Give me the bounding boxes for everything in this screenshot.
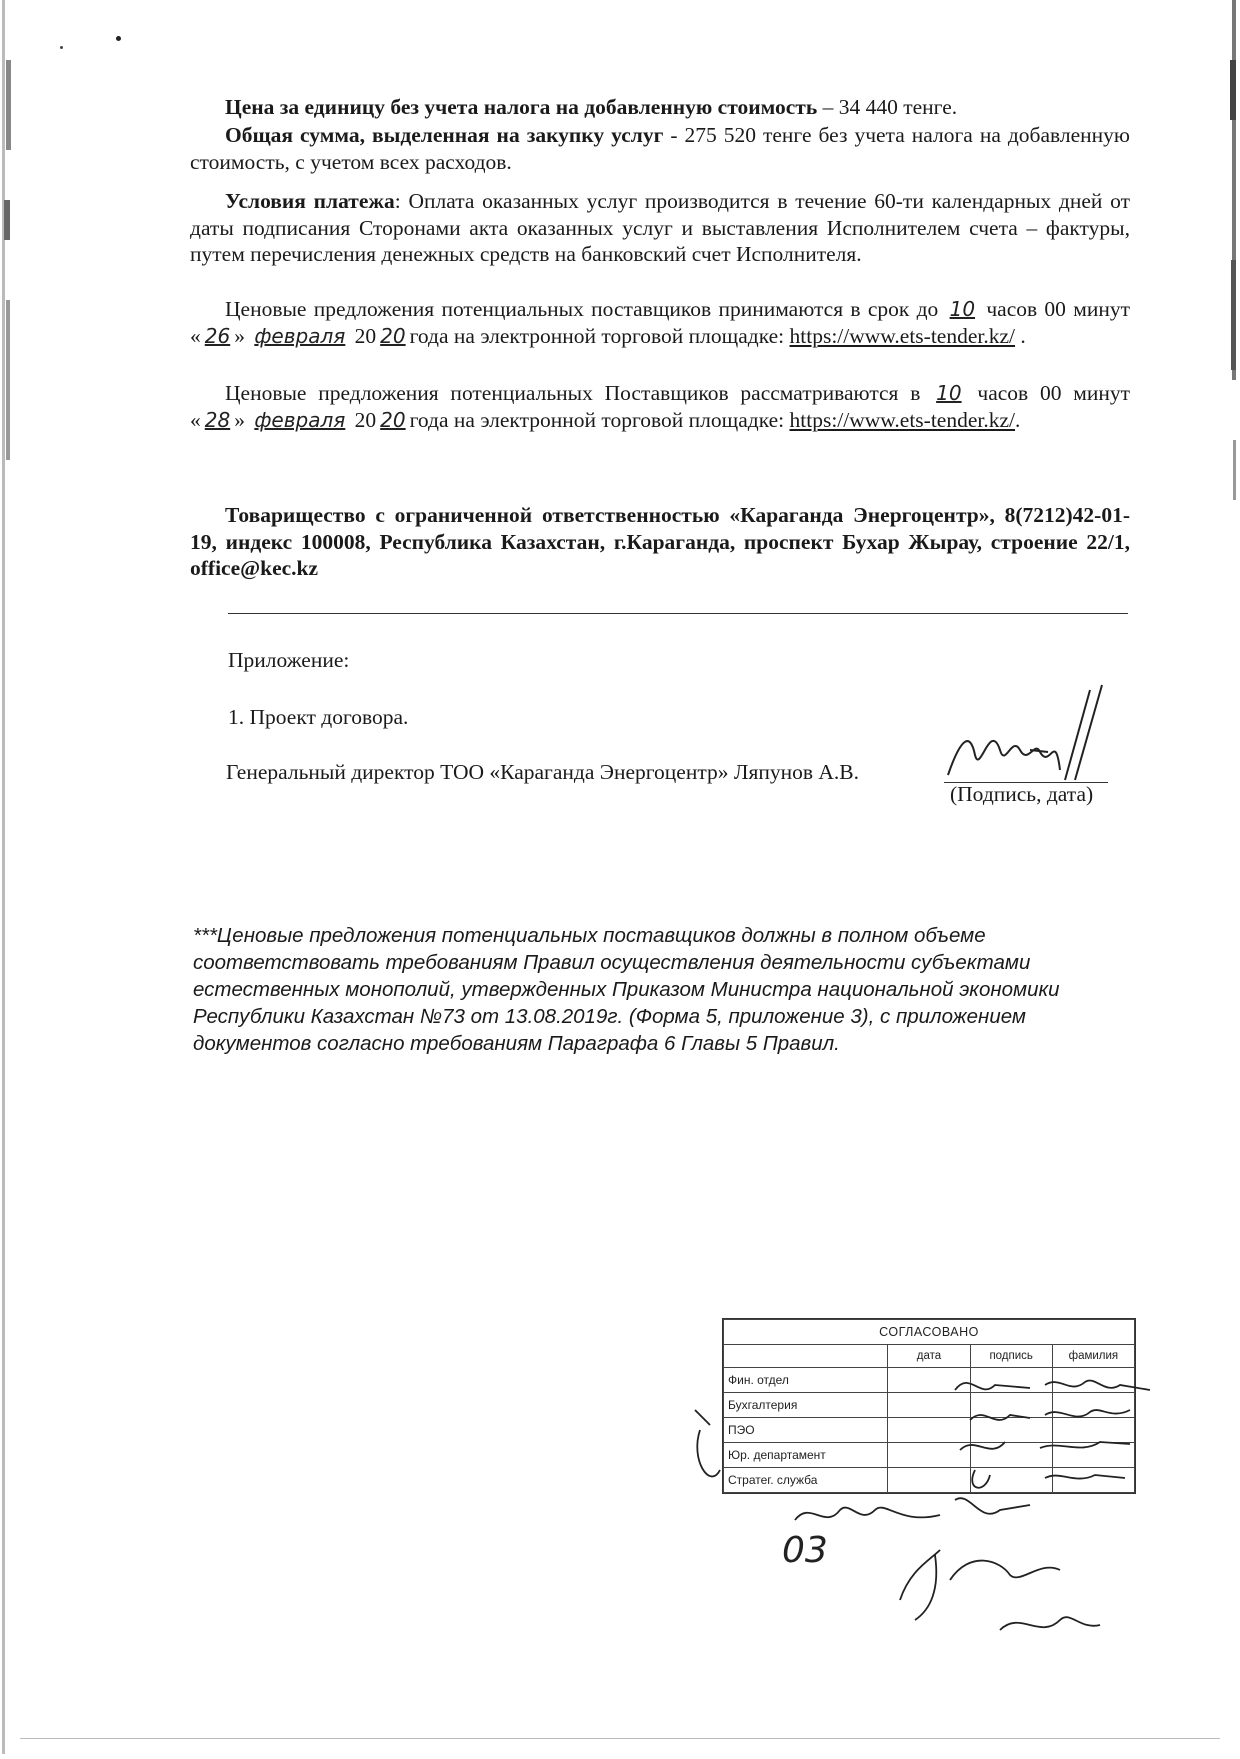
- attachment-item: 1. Проект договора.: [228, 705, 409, 729]
- acceptance-paragraph: [190, 296, 1130, 349]
- approval-row-label: Стратег. служба: [724, 1468, 888, 1493]
- handwritten-day: 26: [204, 323, 231, 348]
- handwritten-year: 20: [380, 407, 406, 432]
- payment-paragraph: [190, 188, 1130, 268]
- total-paragraph: [190, 122, 1130, 175]
- total-label: Общая сумма, выделенная на закупку услуг: [225, 123, 664, 147]
- scan-edge-left: [0, 0, 14, 1754]
- payment-text: : Оплата оказанных услуг производится в течение 60-ти календарных дней от даты подписания Сторонами акта оказанных услуг и выставления Исполнителем счета – фактуры, путем перечисления денежных средств на банковский счет Исполнителя.: [190, 189, 1130, 266]
- approval-row-label: ПЭО: [724, 1418, 888, 1443]
- acceptance-text: часов 00 минут «: [190, 297, 1130, 348]
- ets-tender-link[interactable]: https://www.ets-tender.kz/: [789, 407, 1016, 432]
- handwritten-hour: 10: [936, 381, 962, 405]
- scan-edge-right: [1226, 0, 1240, 1754]
- scan-dot: [60, 46, 63, 49]
- company-details: Товарищество с ограниченной ответственностью «Караганда Энергоцентр», 8(7212)42-01-19, индекс 100008, Республика Казахстан, г.Караганда, проспект Бухар Жырау, строение 22/1, office@kec.kz: [190, 503, 1130, 580]
- acceptance-text: Ценовые предложения потенциальных поставщиков принимаются в срок до: [225, 297, 939, 321]
- review-text: года на электронной торговой площадке:: [409, 407, 785, 432]
- note-text: ***Ценовые предложения потенциальных поставщиков должны в полном объеме соответствовать требованиям Правил осуществления деятельности субъектами естественных монополий, утвержденных Приказом Министра национальной экономики Республики Казахстан №73 от 13.08.2019г. (Форма 5, приложение 3), с приложением документов согласно требованиям Параграфа 6 Главы 5 Правил.: [193, 924, 1060, 1055]
- total-value: - 275 520 тенге без учета налога на добавленную стоимость, с учетом всех расходов.: [190, 123, 1130, 174]
- review-paragraph: [190, 380, 1130, 433]
- review-text: часов 00 минут «: [190, 381, 1130, 432]
- review-text: »: [234, 407, 245, 432]
- acceptance-text: .: [1015, 323, 1026, 348]
- approval-header-date: дата: [888, 1345, 970, 1368]
- review-text: Ценовые предложения потенциальных Поставщиков рассматриваются в: [225, 381, 921, 405]
- handwritten-number: 03: [782, 1530, 828, 1571]
- handwritten-month: февраля: [254, 407, 346, 432]
- handwritten-month: февраля: [254, 323, 346, 348]
- price-paragraph: [190, 94, 1130, 121]
- attachment-label: Приложение:: [228, 648, 350, 672]
- review-text: .: [1015, 407, 1021, 432]
- approval-header-surname: фамилия: [1052, 1345, 1134, 1368]
- bottom-scan-line: [20, 1738, 1220, 1739]
- approval-header-signature: подпись: [970, 1345, 1052, 1368]
- acceptance-text: »: [234, 323, 245, 348]
- price-value: – 34 440 тенге.: [817, 95, 958, 119]
- approval-row-label: Фин. отдел: [724, 1368, 888, 1393]
- review-text: 20: [354, 407, 377, 432]
- signature-caption: (Подпись, дата): [950, 782, 1094, 806]
- approval-header: [724, 1345, 888, 1368]
- scan-dot: [116, 36, 121, 41]
- divider-line: [228, 613, 1128, 614]
- approval-row-label: Юр. департамент: [724, 1443, 888, 1468]
- director-signature: [940, 680, 1110, 790]
- price-label: Цена за единицу без учета налога на добавленную стоимость: [225, 95, 818, 119]
- approval-row-label: Бухгалтерия: [724, 1393, 888, 1418]
- handwritten-year: 20: [380, 323, 406, 348]
- approval-signatures: [700, 1370, 1160, 1670]
- ets-tender-link[interactable]: https://www.ets-tender.kz/: [789, 323, 1016, 348]
- director-line: Генеральный директор ТОО «Караганда Энергоцентр» Ляпунов А.В.: [226, 760, 860, 784]
- acceptance-text: 20: [354, 323, 377, 348]
- handwritten-day: 28: [204, 407, 231, 432]
- approval-title: СОГЛАСОВАНО: [724, 1320, 1135, 1345]
- handwritten-hour: 10: [949, 297, 976, 321]
- payment-label: Условия платежа: [225, 189, 395, 213]
- acceptance-text: года на электронной торговой площадке:: [409, 323, 785, 348]
